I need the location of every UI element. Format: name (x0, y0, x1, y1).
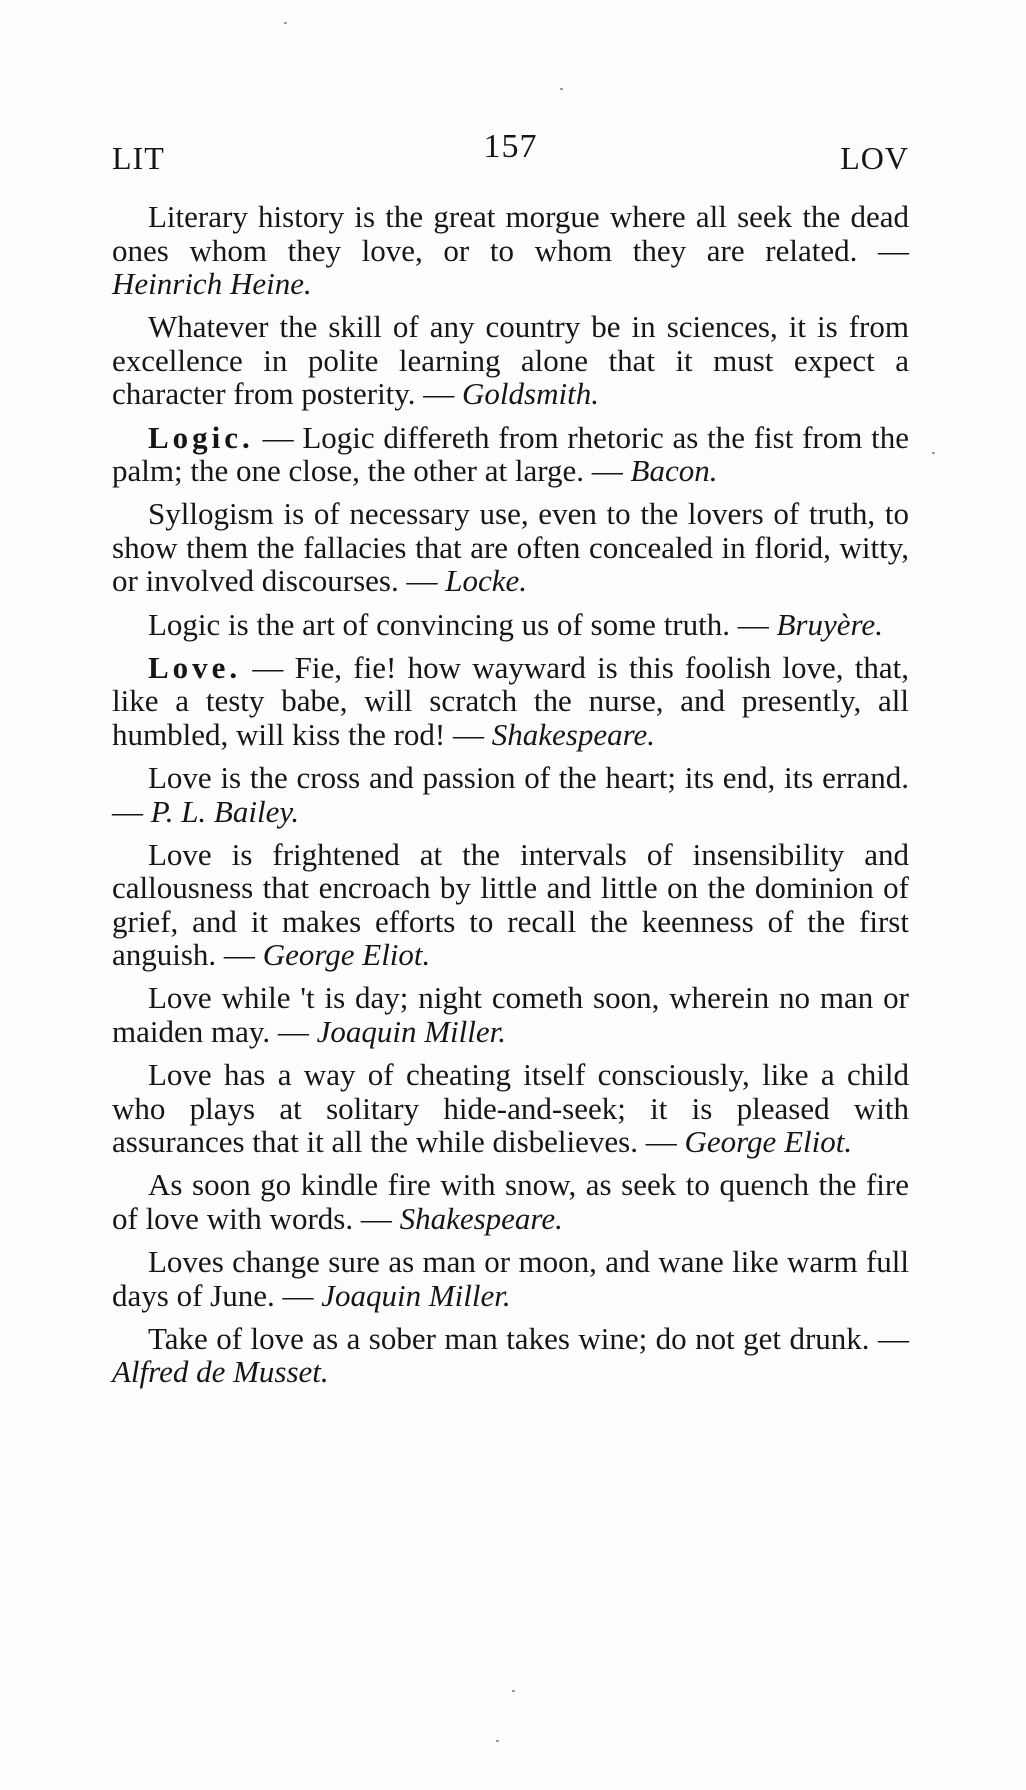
quotation-entry (112, 761, 909, 828)
quotation-author: George Eliot. (262, 937, 431, 973)
quotation-text: Syllogism is of necessary use, even to the lovers of truth, to show them the fallacies that are often concealed in florid, witty, or involved discourses. — (112, 496, 909, 599)
quotation-author: Locke. (445, 563, 527, 599)
quotation-entry (112, 497, 909, 598)
quotation-text: Whatever the skill of any country be in sciences, it is from excellence in polite learning alone that it must expect a character from posterity. — (112, 309, 909, 412)
quotation-text: Take of love as a sober man takes wine; do not get drunk. — (148, 1320, 909, 1356)
quotation-author: Joaquin Miller. (321, 1277, 511, 1313)
scan-speck (932, 452, 935, 454)
topic-heading: Love. (148, 649, 242, 685)
quotation-text: Love is the cross and passion of the heart; its end, its errand. — (112, 759, 909, 829)
quotation-entry (112, 838, 909, 972)
header-right-guideword: LOV (840, 140, 909, 176)
header-left-guideword: LIT (112, 140, 165, 176)
quotation-list (112, 200, 909, 1399)
quotation-text: Love while 't is day; night cometh soon, wherein no man or maiden may. — (112, 980, 909, 1050)
quotation-author: Shakespeare. (491, 716, 655, 752)
quotation-entry (112, 1168, 909, 1235)
running-header (112, 128, 909, 188)
quotation-entry (112, 310, 909, 411)
topic-heading: Logic. (148, 419, 254, 455)
quotation-text: Love is frightened at the intervals of insensibility and callousness that encroach by little and little on the dominion of grief, and it makes efforts to recall the keenness of the first anguish. — (112, 836, 909, 973)
quotation-text: Loves change sure as man or moon, and wane like warm full days of June. — (112, 1244, 909, 1313)
quotation-author: Bruyère. (776, 606, 883, 642)
quotation-author: Heinrich Heine. (112, 266, 312, 302)
quotation-entry (112, 651, 909, 752)
scan-speck (512, 1690, 515, 1692)
quotation-author: Shakespeare. (399, 1201, 563, 1237)
quotation-text: — Fie, fie! how wayward is this foolish love, that, like a testy babe, will scratch the nurse, and presently, all humbled, will kiss the rod! — (112, 649, 909, 752)
quotation-author: Alfred de Musset. (112, 1354, 329, 1390)
quotation-author: George Eliot. (684, 1124, 853, 1160)
quotation-text: — Logic differeth from rhetoric as the fist from the palm; the one close, the other at large. — (112, 419, 909, 489)
quotation-entry (112, 200, 909, 301)
quotation-text: Love has a way of cheating itself consciously, like a child who plays at solitary hide-and-seek; it is pleased with assurances that it all the while disbelieves. — (112, 1057, 909, 1160)
quotation-entry (112, 1322, 909, 1389)
page-number: 157 (483, 128, 538, 165)
quotation-entry (112, 1058, 909, 1159)
quotation-entry (112, 1245, 909, 1312)
scan-speck (496, 1740, 499, 1742)
quotation-text: As soon go kindle fire with snow, as seek to quench the fire of love with words. — (112, 1167, 909, 1237)
quotation-text: Literary history is the great morgue where all seek the dead ones whom they love, or to whom they are related. — (112, 199, 909, 268)
quotation-author: Goldsmith. (462, 376, 599, 412)
quotation-entry (112, 981, 909, 1048)
quotation-author: Bacon. (630, 453, 718, 489)
quotation-entry (112, 608, 909, 642)
quotation-author: Joaquin Miller. (316, 1014, 507, 1050)
scan-speck (284, 22, 287, 24)
quotation-text: Logic is the art of convincing us of some truth. — (148, 606, 777, 642)
scan-speck (560, 88, 563, 90)
quotation-entry (112, 421, 909, 488)
quotation-author: P. L. Bailey. (150, 793, 300, 829)
